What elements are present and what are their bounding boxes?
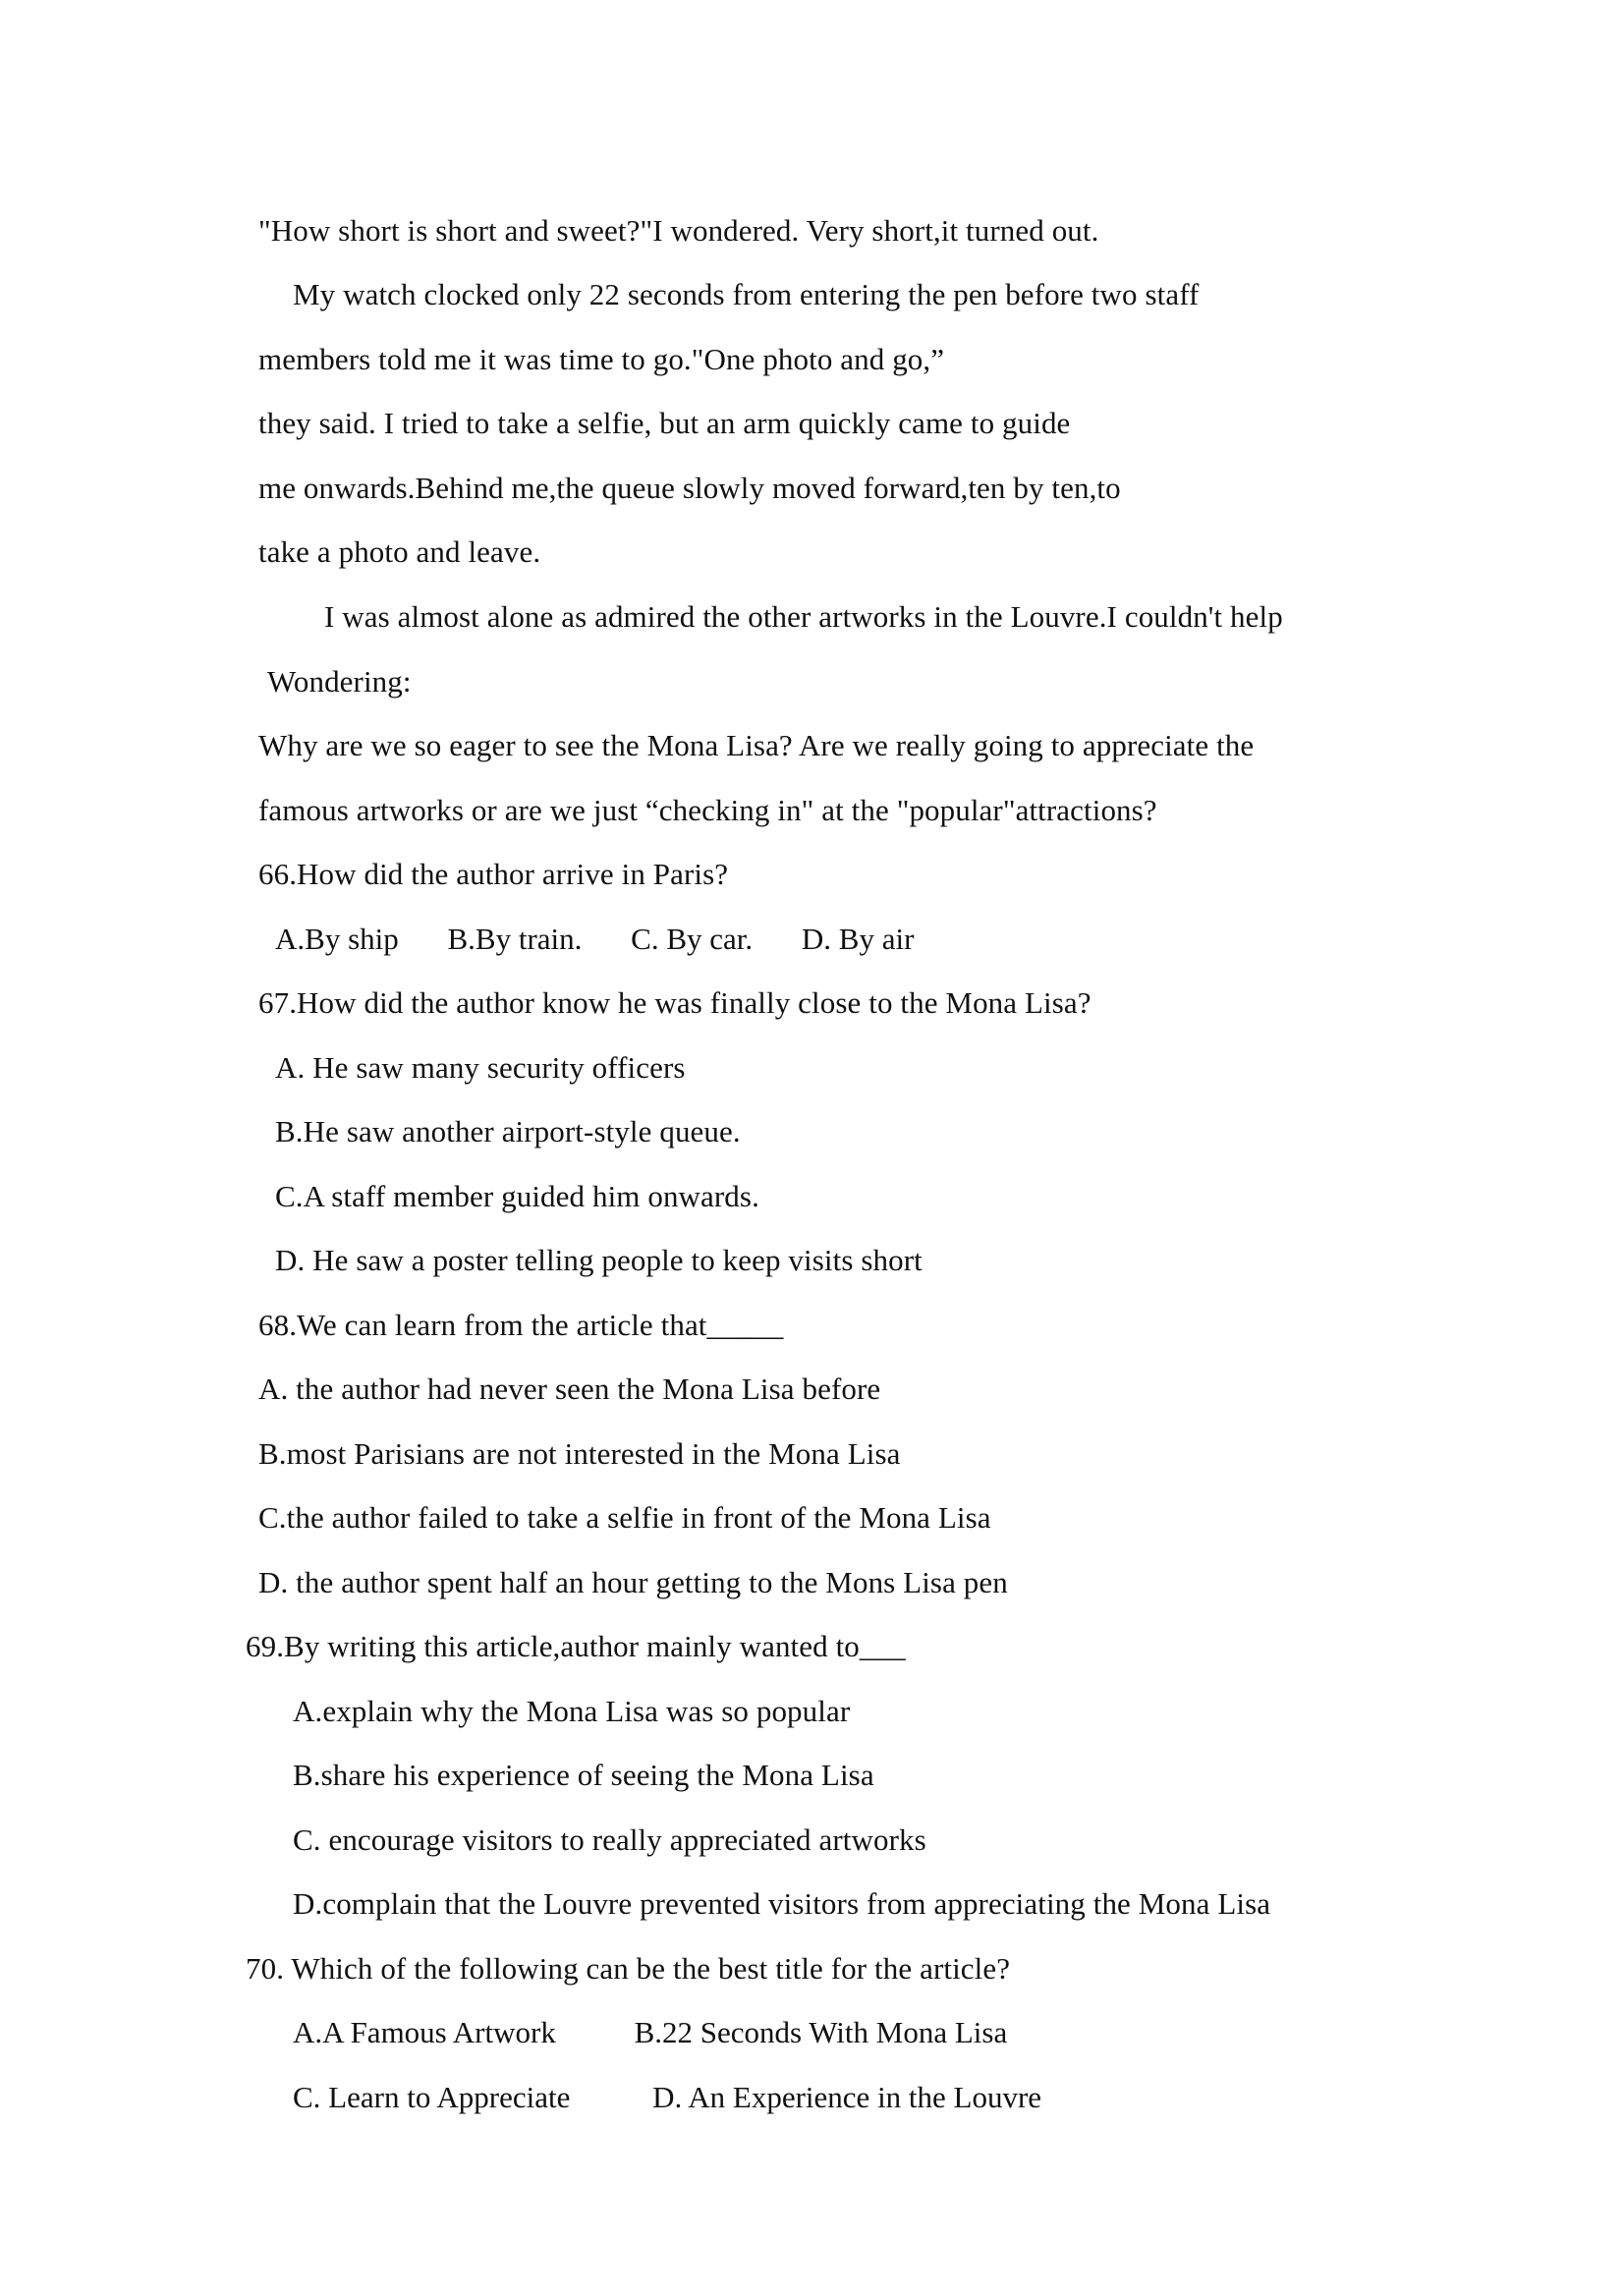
passage-line: me onwards.Behind me,the queue slowly moved forward,ten by ten,to bbox=[258, 471, 1121, 505]
question-70-options-row2 bbox=[293, 2078, 1041, 2117]
passage-line: Wondering: bbox=[267, 664, 412, 699]
question-68: 68.We can learn from the article that_____ bbox=[258, 1308, 784, 1342]
option-b: B.22 Seconds With Mona Lisa bbox=[634, 2015, 1008, 2049]
option-a: A.By ship bbox=[275, 922, 399, 956]
option-c: C.A staff member guided him onwards. bbox=[275, 1179, 759, 1213]
passage-line: famous artworks or are we just “checking in" at the "popular"attractions? bbox=[258, 793, 1157, 827]
passage-line: members told me it was time to go."One photo and go,” bbox=[258, 342, 945, 376]
option-a: A. He saw many security officers bbox=[275, 1050, 686, 1085]
question-66: 66.How did the author arrive in Paris? bbox=[258, 857, 729, 891]
option-a: A.explain why the Mona Lisa was so popular bbox=[293, 1694, 851, 1728]
option-b: B.most Parisians are not interested in the Mona Lisa bbox=[258, 1436, 901, 1471]
option-d: D. By air bbox=[801, 922, 915, 956]
option-a: A.A Famous Artwork bbox=[293, 2015, 556, 2049]
option-b: B.By train. bbox=[447, 922, 583, 956]
question-69: 69.By writing this article,author mainly wanted to___ bbox=[246, 1629, 906, 1663]
option-c: C. Learn to Appreciate bbox=[293, 2080, 571, 2114]
passage-line: Why are we so eager to see the Mona Lisa? Are we really going to appreciate the bbox=[258, 728, 1255, 762]
option-b: B.He saw another airport-style queue. bbox=[275, 1114, 741, 1148]
option-b: B.share his experience of seeing the Mona Lisa bbox=[293, 1758, 874, 1792]
option-d: D. He saw a poster telling people to keep visits short bbox=[275, 1243, 923, 1277]
option-c: C. encourage visitors to really appreciated artworks bbox=[293, 1822, 926, 1857]
passage-line: I was almost alone as admired the other artworks in the Louvre.I couldn't help bbox=[324, 599, 1283, 634]
option-c: C.the author failed to take a selfie in front of the Mona Lisa bbox=[258, 1500, 991, 1535]
option-d: D.complain that the Louvre prevented visitors from appreciating the Mona Lisa bbox=[293, 1886, 1271, 1921]
option-d: D. An Experience in the Louvre bbox=[652, 2080, 1042, 2114]
question-70: 70. Which of the following can be the best title for the article? bbox=[246, 1951, 1011, 1986]
option-d: D. the author spent half an hour getting to the Mons Lisa pen bbox=[258, 1565, 1008, 1599]
passage-line: they said. I tried to take a selfie, but an arm quickly came to guide bbox=[258, 406, 1071, 440]
question-66-options bbox=[275, 920, 914, 959]
option-c: C. By car. bbox=[631, 922, 754, 956]
question-70-options-row1 bbox=[293, 2013, 1007, 2052]
passage-line: "How short is short and sweet?"I wondered. Very short,it turned out. bbox=[258, 213, 1099, 248]
passage-line: take a photo and leave. bbox=[258, 534, 541, 569]
option-a: A. the author had never seen the Mona Lisa before bbox=[258, 1372, 881, 1406]
question-67: 67.How did the author know he was finally close to the Mona Lisa? bbox=[258, 985, 1091, 1020]
passage-line: My watch clocked only 22 seconds from entering the pen before two staff bbox=[293, 277, 1200, 311]
